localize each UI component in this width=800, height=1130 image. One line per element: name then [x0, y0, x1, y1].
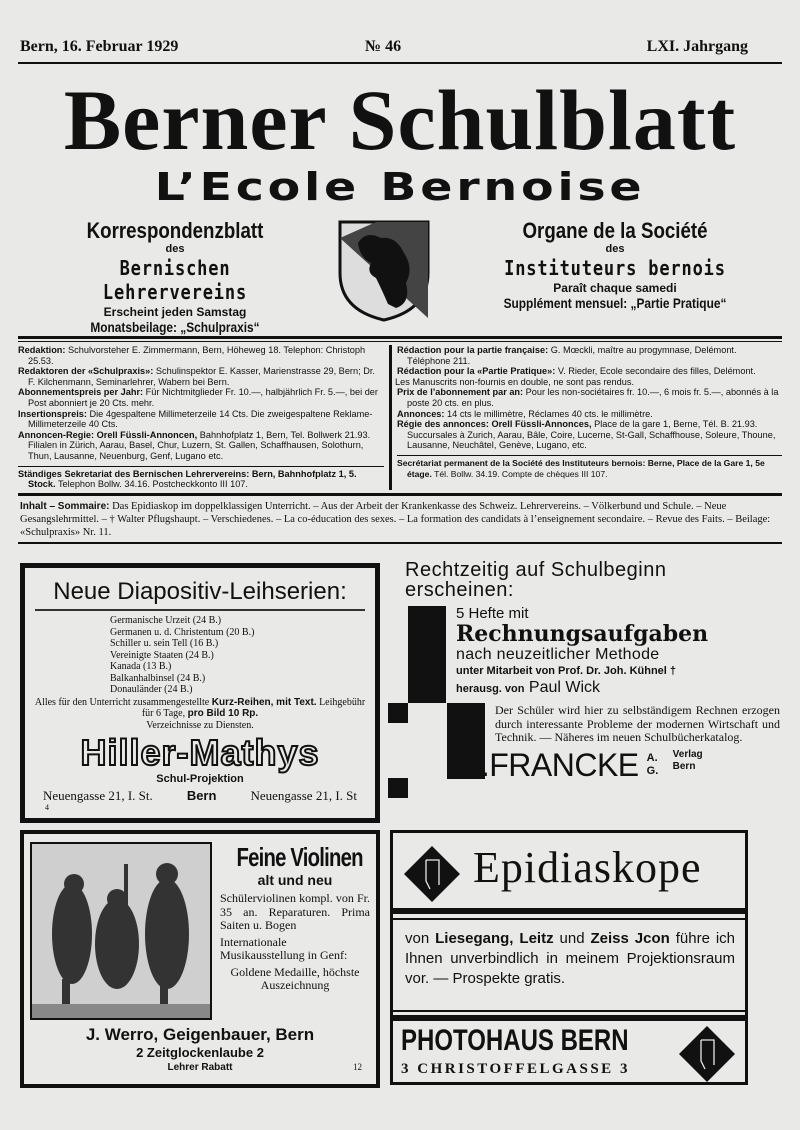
ad-body: Goldene Medaille, höchste Auszeichnung [230, 964, 360, 992]
ad-francke-text [456, 605, 776, 699]
tagline: Schul-Projektion [156, 773, 244, 785]
ad-subheading: alt und neu [257, 872, 333, 888]
address: 2 Zeitglockenlaube 2 [136, 1045, 264, 1060]
ad-francke [405, 560, 775, 600]
ad-body: Schülerviolinen kompl. von Fr. 35 an. Reparaturen. Prima Saiten u. Bogen [220, 891, 370, 932]
divider [18, 62, 782, 64]
info-item: Prix de l’abonnement par an: Pour les non-sociétaires fr. 10.—, 6 mois fr. 5.—, abonnés à la poste 20 cts. en plus. [397, 387, 779, 408]
issue-date: Bern, 16. Februar 1929 [20, 38, 179, 55]
list-item: Schiller u. sein Tell (16 B.) [110, 638, 219, 649]
brand-photohaus: PHOTOHAUS BERN [401, 1024, 629, 1057]
left-des: des [165, 243, 185, 255]
info-item: Régie des annonces: Orell Füssli-Annonces, Place de la gare 1, Berne, Tél. B. 21.93. Succursales à Zurich, Aarau, Bâle, Coire, Lucerne, St-Gall, Schaffhouse, Soleure, Thoune, Lausanne, Neuchâtel, Genève, Lugano, etc. [397, 419, 776, 451]
divider [393, 1015, 745, 1021]
left-header [25, 218, 325, 336]
ad-heading: Feine Violinen [236, 842, 363, 872]
ad-number: 4 [45, 803, 49, 812]
bern-crest-icon [336, 218, 432, 323]
ad-body: Der Schüler wird hier zu selbständigem Rechnen erzogen durch interessante Probleme der modernen Wirtschaft und Technik. — Näheres im neuen Schulbücherkatalog. [495, 703, 780, 744]
ad-line: unter Mitarbeit von Prof. Dr. Joh. Kühnel † [456, 665, 677, 677]
right-org: Instituteurs bernois [504, 256, 726, 280]
info-item: Redaktoren der «Schulpraxis»: Schulinspektor E. Kasser, Marienstrasse 29, Bern; Dr. F. Kilchenmann, Seminarlehrer, Wabern bei Bern. [18, 366, 375, 387]
decor-block [388, 778, 408, 798]
ad-photohaus-bern [390, 830, 748, 1085]
page-title: Berner Schulblatt [63, 72, 737, 168]
divider [18, 336, 782, 339]
violinists-illustration [30, 842, 212, 1020]
right-title: Organe de la Société [522, 218, 708, 243]
left-frequency: Erscheint jeden Samstag [103, 305, 247, 319]
ad-line: herausg. von Paul Wick [456, 679, 601, 696]
ad-francke-lower [460, 703, 780, 783]
info-item: Insertionspreis: Die 4gespaltene Millimeterzeile 14 Cts. Die zweigespaltene Reklame-Millimeterzeile 40 Cts. [18, 408, 373, 430]
info-item: Rédaction pour la partie française: G. Mœckli, maître au progymnase, Delémont. Téléphone 211. [397, 345, 737, 366]
info-item: Les Manuscrits non-fournis en double, ne sont pas rendus. [395, 376, 635, 387]
ad-number: 12 [353, 1062, 362, 1072]
series-list [110, 615, 375, 696]
list-item: Donauländer (24 B.) [110, 684, 193, 695]
address: 3 CHRISTOFFELGASSE 3 [401, 1061, 630, 1077]
divider [393, 908, 745, 914]
left-title: Korrespondenzblatt [86, 218, 264, 243]
diamond-logo-icon [678, 1025, 736, 1083]
diamond-logo-icon [403, 845, 461, 903]
left-org: Bernischen Lehrervereins [102, 256, 248, 304]
issue-number: № 46 [365, 38, 402, 55]
ad-line: nach neuzeitlicher Methode [456, 646, 660, 663]
verlag-label: Verlag Bern [672, 748, 703, 772]
volume: LXI. Jahrgang [646, 38, 748, 55]
ad-werro-violins [20, 830, 380, 1088]
ad-heading: Neue Diapositiv-Leihserien: [53, 578, 347, 605]
ad-heading: Epidiaskope [473, 843, 702, 892]
list-item: Vereinigte Staaten (24 B.) [110, 649, 214, 661]
right-supplement: Supplément mensuel: „Partie Pratique“ [503, 295, 727, 311]
right-des: des [605, 243, 625, 255]
list-item: Germanen u. d. Christentum (20 B.) [110, 626, 255, 638]
violin-top-row [30, 842, 370, 1020]
violin-footer [30, 1061, 370, 1074]
list-item: Kanada (13 B.) [110, 661, 172, 672]
violin-text-column [220, 842, 370, 1020]
decor-block [408, 606, 446, 703]
info-item: Redaktion: Schulvorsteher E. Zimmermann, Bern, Höheweg 18. Telephon: Christoph 25.53. [18, 345, 366, 366]
ad-body: Alles für den Unterricht zusammengestellte Kurz-Reihen, mit Text. Leihgebühr für 6 Tage, pro Bild 10 Rp. Verzeichnisse zu Diensten. [34, 696, 366, 731]
info-german [18, 345, 384, 490]
secretariat-de: Ständiges Sekretariat des Bernischen Lehrervereins: Bern, Bahnhofplatz 1, 5. Stock. Telephon Bollw. 34.16. Postcheckkonto III 107. [18, 468, 357, 490]
info-item: Abonnementspreis per Jahr: Für Nichtmitglieder Fr. 10.—, halbjährlich Fr. 5.—, bei der Post abonniert je 20 Cts. mehr. [18, 387, 378, 408]
ad-body: von Liesegang, Leitz und Zeiss Jcon führe ich Ihnen unverbindlich in meinem Projektionsraum vor. — Prospekte gratis. [405, 930, 736, 987]
info-item: Rédaction pour la «Partie Pratique»: V. Rieder, Ecole secondaire des filles, Delémont. [397, 366, 756, 377]
info-item: Annoncen-Regie: Orell Füssli-Annoncen, Bahnhofplatz 1, Bern, Tel. Bollwerk 21.93. Filialen in Zürich, Aarau, Basel, Chur, Luzern, St. Gallen, Schaffhausen, Solothurn, Thun, Lausanne, Neuenburg, Genf, Lugano etc. [18, 429, 371, 461]
ad-heading: Rechtzeitig auf Schulbeginn erscheinen: [405, 559, 667, 601]
table-of-contents: Inhalt – Sommaire: Das Epidiaskop im doppelklassigen Unterricht. – Aus der Arbeit der Krankenkasse des Schweiz. Lehrervereins. – Völkerbund und Schule. – Neue Gesangslehrmittel. – † Walter Pflugshaupt. – Verschiedenes. – La co-éducation des sexes. – La formation des candidats à l’enseignement secondaire. – Revue des Faits. – Beilage: «Schulpraxis» Nr. 11. [20, 500, 771, 538]
divider [35, 609, 365, 611]
divider [18, 341, 782, 342]
brand-werro: J. Werro, Geigenbauer, Bern [85, 1025, 315, 1044]
left-supplement: Monatsbeilage: „Schulpraxis“ [90, 319, 260, 335]
right-frequency: Paraît chaque samedi [553, 281, 677, 295]
secretariat-fr: Secrétariat permanent de la Société des Instituteurs bernois: Berne, Place de la Gare 1, 5e étage. Tél. Bollw. 34.19. Compte de chèques III 107. [397, 457, 765, 479]
ad-line: 5 Hefte mit [456, 605, 529, 622]
address-line: Neuengasse 21, I. St. Bern Neuengasse 21, I. St [43, 788, 357, 803]
list-item: Germanische Urzeit (24 B.) [110, 615, 222, 626]
info-section [18, 345, 782, 544]
brand-francke: A.FRANCKE [460, 746, 639, 783]
decor-block [388, 703, 408, 723]
divider [18, 542, 782, 544]
ag-label: A. G. [646, 751, 659, 777]
francke-brand-row [460, 747, 780, 783]
discount: Lehrer Rabatt [167, 1062, 233, 1073]
ad-hiller-mathys [20, 563, 380, 823]
ad-title: Rechnungsaufgaben [456, 621, 709, 647]
divider [393, 1010, 745, 1012]
info-french [397, 345, 782, 490]
page-subtitle: L’Ecole Bernoise [154, 165, 646, 209]
list-item: Balkanhalbinsel (24 B.) [110, 672, 206, 684]
ad-body: Internationale Musikausstellung in Genf: [220, 934, 348, 962]
info-item: Annonces: 14 cts le millimètre, Réclames 40 cts. le millimètre. [397, 408, 653, 419]
column-divider [389, 345, 392, 490]
divider [393, 918, 745, 920]
brand-hiller-mathys: Hiller-Mathys [80, 732, 320, 773]
right-header [465, 218, 765, 312]
